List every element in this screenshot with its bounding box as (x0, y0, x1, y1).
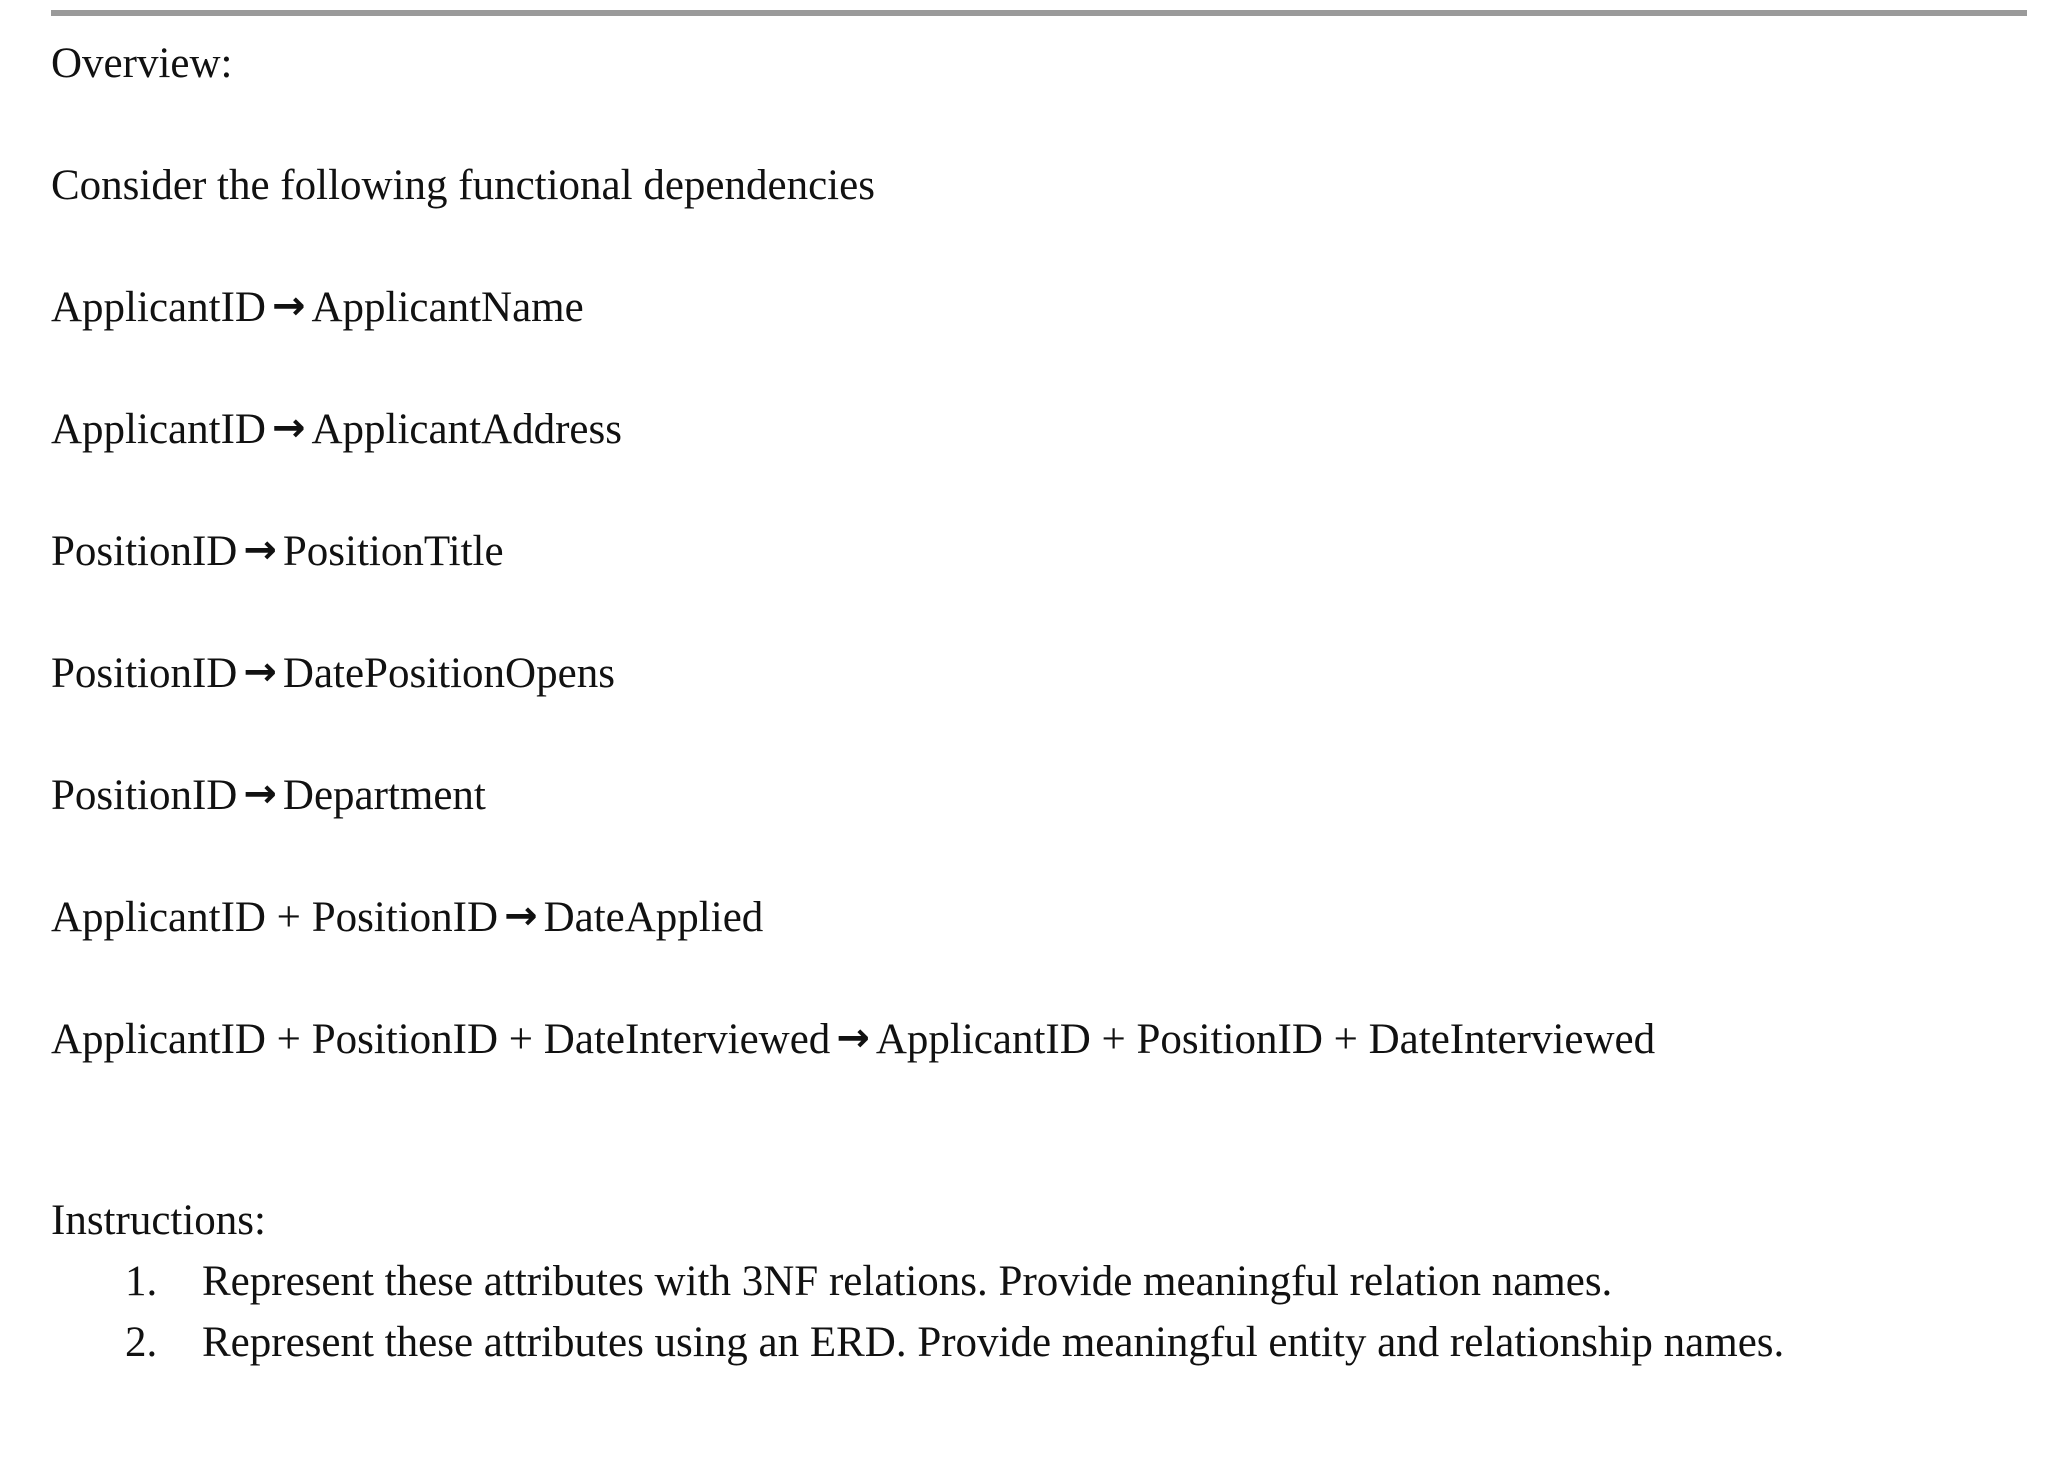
dependency-line (51, 527, 504, 575)
dependency-line (51, 649, 615, 697)
dependency-lhs: ApplicantID (51, 284, 266, 331)
dependency-rhs: ApplicantAddress (311, 406, 622, 453)
dependency-lhs: ApplicantID (51, 406, 266, 453)
list-item-text: Represent these attributes with 3NF relations. Provide meaningful relation names. (202, 1258, 1613, 1305)
instructions-heading: Instructions: (51, 1197, 266, 1244)
list-item-number: 1. (125, 1258, 158, 1305)
dependency-lhs: PositionID (51, 528, 238, 575)
dependency-lhs: ApplicantID + PositionID + DateInterviewed (51, 1016, 831, 1063)
dependency-line (51, 771, 486, 819)
right-arrow-icon: → (243, 771, 277, 817)
overview-heading: Overview: (51, 40, 233, 87)
dependency-rhs: Department (282, 772, 486, 819)
dependency-line (51, 1015, 1656, 1063)
dependency-lhs: ApplicantID + PositionID (51, 894, 499, 941)
dependency-rhs: ApplicantName (311, 284, 584, 331)
right-arrow-icon: → (836, 1015, 870, 1061)
right-arrow-icon: → (243, 649, 277, 695)
dependency-rhs: DatePositionOpens (282, 650, 615, 697)
list-item (51, 1251, 1784, 1312)
right-arrow-icon: → (271, 283, 306, 329)
instructions-list (51, 1251, 1784, 1373)
dependency-rhs: DateApplied (543, 894, 764, 941)
right-arrow-icon: → (271, 405, 306, 451)
top-divider (51, 10, 2027, 16)
list-item (51, 1312, 1784, 1373)
right-arrow-icon: → (243, 527, 277, 573)
dependency-lhs: PositionID (51, 650, 238, 697)
dependency-line (51, 283, 584, 331)
dependency-rhs: ApplicantID + PositionID + DateInterviewed (875, 1016, 1656, 1063)
intro-text: Consider the following functional dependencies (51, 162, 875, 209)
right-arrow-icon: → (504, 893, 538, 939)
dependency-rhs: PositionTitle (282, 528, 504, 575)
list-item-text: Represent these attributes using an ERD. Provide meaningful entity and relationship names. (202, 1319, 1785, 1366)
dependency-line (51, 405, 622, 453)
list-item-number: 2. (125, 1319, 158, 1366)
dependency-line (51, 893, 764, 941)
dependency-lhs: PositionID (51, 772, 238, 819)
